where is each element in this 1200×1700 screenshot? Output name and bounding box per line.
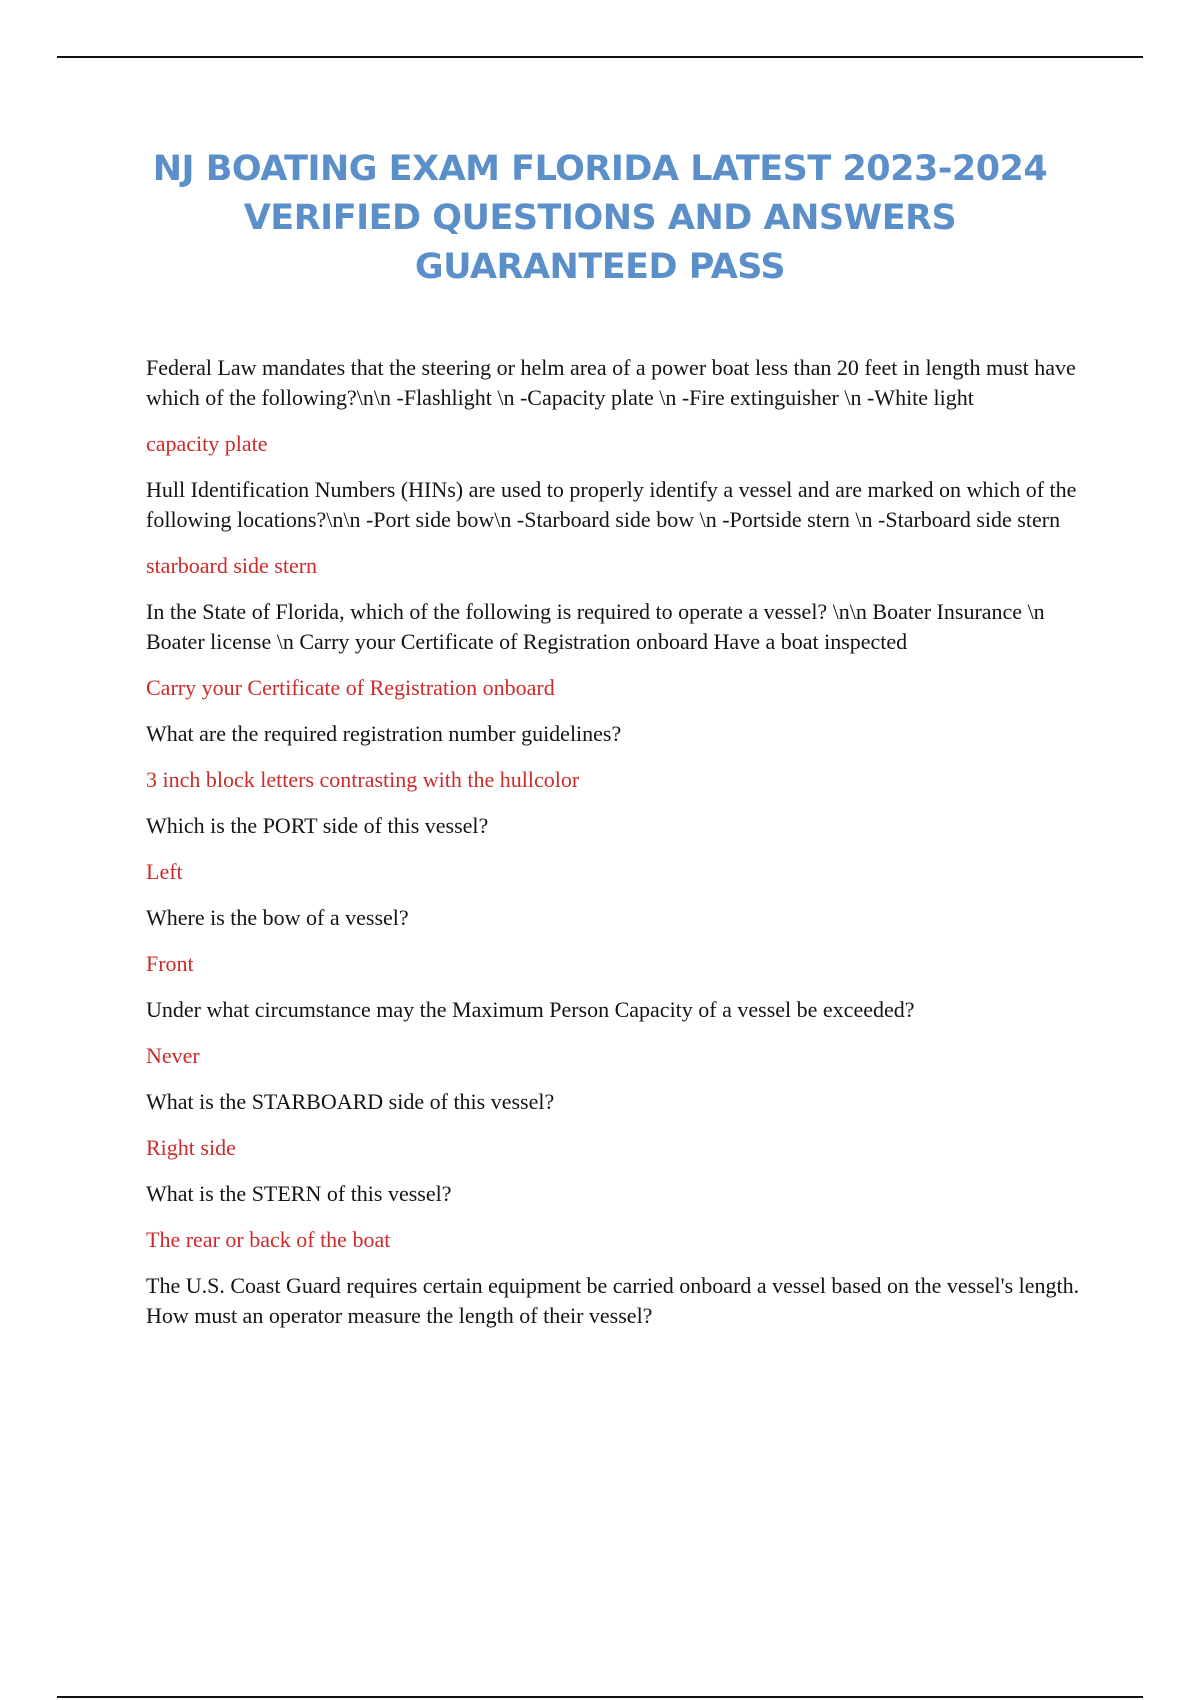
top-rule bbox=[57, 56, 1143, 58]
qa-item bbox=[146, 995, 1096, 1071]
answer-text: starboard side stern bbox=[146, 553, 318, 578]
question-text: Where is the bow of a vessel? bbox=[146, 905, 409, 930]
answer-text: Carry your Certificate of Registration onboard bbox=[146, 675, 555, 700]
document-title bbox=[120, 145, 1080, 292]
qa-item bbox=[146, 597, 1096, 703]
question-text: Under what circumstance may the Maximum Person Capacity of a vessel be exceeded? bbox=[146, 997, 915, 1022]
question-text: In the State of Florida, which of the following is required to operate a vessel? \n\n Boater Insurance \n Boater license \n Carry your Certificate of Registration onboard Have a boat inspected bbox=[146, 599, 1045, 654]
answer-text: The rear or back of the boat bbox=[146, 1227, 391, 1252]
qa-item bbox=[146, 475, 1096, 581]
qa-item bbox=[146, 353, 1096, 459]
qa-item bbox=[146, 903, 1096, 979]
qa-item bbox=[146, 1087, 1096, 1163]
answer-text: capacity plate bbox=[146, 431, 268, 456]
qa-item bbox=[146, 1271, 1096, 1331]
question-text: Federal Law mandates that the steering or helm area of a power boat less than 20 feet in length must have which of the following?\n\n -Flashlight \n -Capacity plate \n -Fire extinguisher \n -White light bbox=[146, 355, 1076, 410]
answer-text: Left bbox=[146, 859, 183, 884]
question-text: Which is the PORT side of this vessel? bbox=[146, 813, 489, 838]
title-line: NJ BOATING EXAM FLORIDA LATEST 2023-2024 bbox=[152, 149, 1048, 189]
qa-item bbox=[146, 719, 1096, 795]
question-text: Hull Identification Numbers (HINs) are used to properly identify a vessel and are marked on which of the following locations?\n\n -Port side bow\n -Starboard side bow \n -Portside stern \n -Starboard side stern bbox=[146, 477, 1077, 532]
qa-item bbox=[146, 1179, 1096, 1255]
qa-list bbox=[146, 353, 1096, 1347]
bottom-rule bbox=[57, 1696, 1143, 1698]
answer-text: 3 inch block letters contrasting with the hullcolor bbox=[146, 767, 580, 792]
answer-text: Right side bbox=[146, 1135, 236, 1160]
title-line: GUARANTEED PASS bbox=[414, 247, 786, 287]
title-line: VERIFIED QUESTIONS AND ANSWERS bbox=[243, 198, 957, 238]
answer-text: Front bbox=[146, 951, 194, 976]
qa-item bbox=[146, 811, 1096, 887]
question-text: The U.S. Coast Guard requires certain equipment be carried onboard a vessel based on the vessel's length. How must an operator measure the length of their vessel? bbox=[146, 1273, 1080, 1328]
answer-text: Never bbox=[146, 1043, 200, 1068]
question-text: What is the STARBOARD side of this vessel? bbox=[146, 1089, 555, 1114]
question-text: What are the required registration number guidelines? bbox=[146, 721, 622, 746]
question-text: What is the STERN of this vessel? bbox=[146, 1181, 452, 1206]
